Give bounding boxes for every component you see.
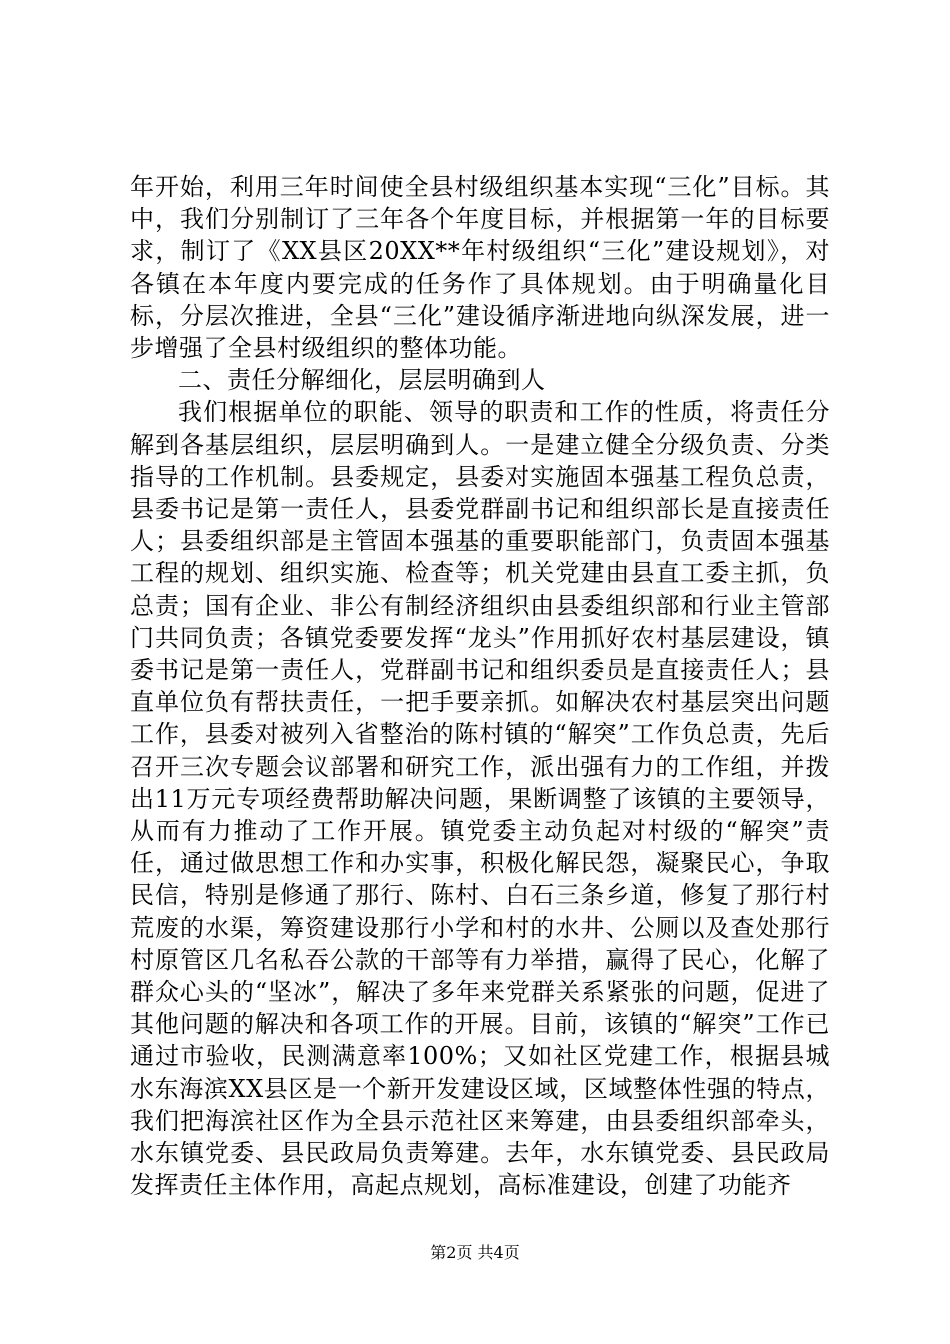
paragraph-body: 我们根据单位的职能、领导的职责和工作的性质，将责任分解到各基层组织，层层明确到人。一是建立健全分级负责、分类指导的工作机制。县委规定，县委对实施固本强基工程负总责，县委书记是第一责任人，县委党群副书记和组织部长是直接责任人；县委组织部是主管固本强基的重要职能部门，负责固本强基工程的规划、组织实施、检查等；机关党建由县直工委主抓，负总责；国有企业、非公有制经济组织由县委组织部和行业主管部门共同负责；各镇党委要发挥“龙头”作用抓好农村基层建设，镇委书记是第一责任人，党群副书记和组织委员是直接责任人；县直单位负有帮扶责任，一把手要亲抓。如解决农村基层突出问题工作，县委对被列入省整治的陈村镇的“解突”工作负总责，先后召开三次专题会议部署和研究工作，派出强有力的工作组，并拨出11万元专项经费帮助解决问题，果断调整了该镇的主要领导，从而有力推动了工作开展。镇党委主动负起对村级的“解突”责任，通过做思想工作和办实事，积极化解民怨，凝聚民心，争取民信，特别是修通了那行、陈村、白石三条乡道，修复了那行村荒废的水渠，筹资建设那行小学和村的水井、公厕以及查处那行村原管区几名私吞公款的干部等有力举措，赢得了民心，化解了群众心头的“坚冰”，解决了多年来党群关系紧张的问题，促进了其他问题的解决和各项工作的开展。目前，该镇的“解突”工作已通过市验收，民测满意率100%；又如社区党建工作，根据县城水东海滨XX县区是一个新开发建设区域，区域整体性强的特点，我们把海滨社区作为全县示范社区来筹建，由县委组织部牵头，水东镇党委、县民政局负责筹建。去年，水东镇党委、县民政局发挥责任主体作用，高起点规划，高标准建设，创建了功能齐	[130, 398, 830, 1200]
section-heading: 二、责任分解细化，层层明确到人	[178, 366, 546, 395]
paragraph-continuation: 年开始，利用三年时间使全县村级组织基本实现“三化”目标。其中，我们分别制订了三年各个年度目标，并根据第一年的目标要求，制订了《XX县区20XX**年村级组织“三化”建设规划》，对各镇在本年度内要完成的任务作了具体规划。由于明确量化目标，分层次推进，全县“三化”建设循序渐进地向纵深发展，进一步增强了全县村级组织的整体功能。	[130, 173, 830, 363]
document-body	[130, 171, 830, 1202]
page-footer: 第2页 共4页	[430, 1243, 520, 1262]
